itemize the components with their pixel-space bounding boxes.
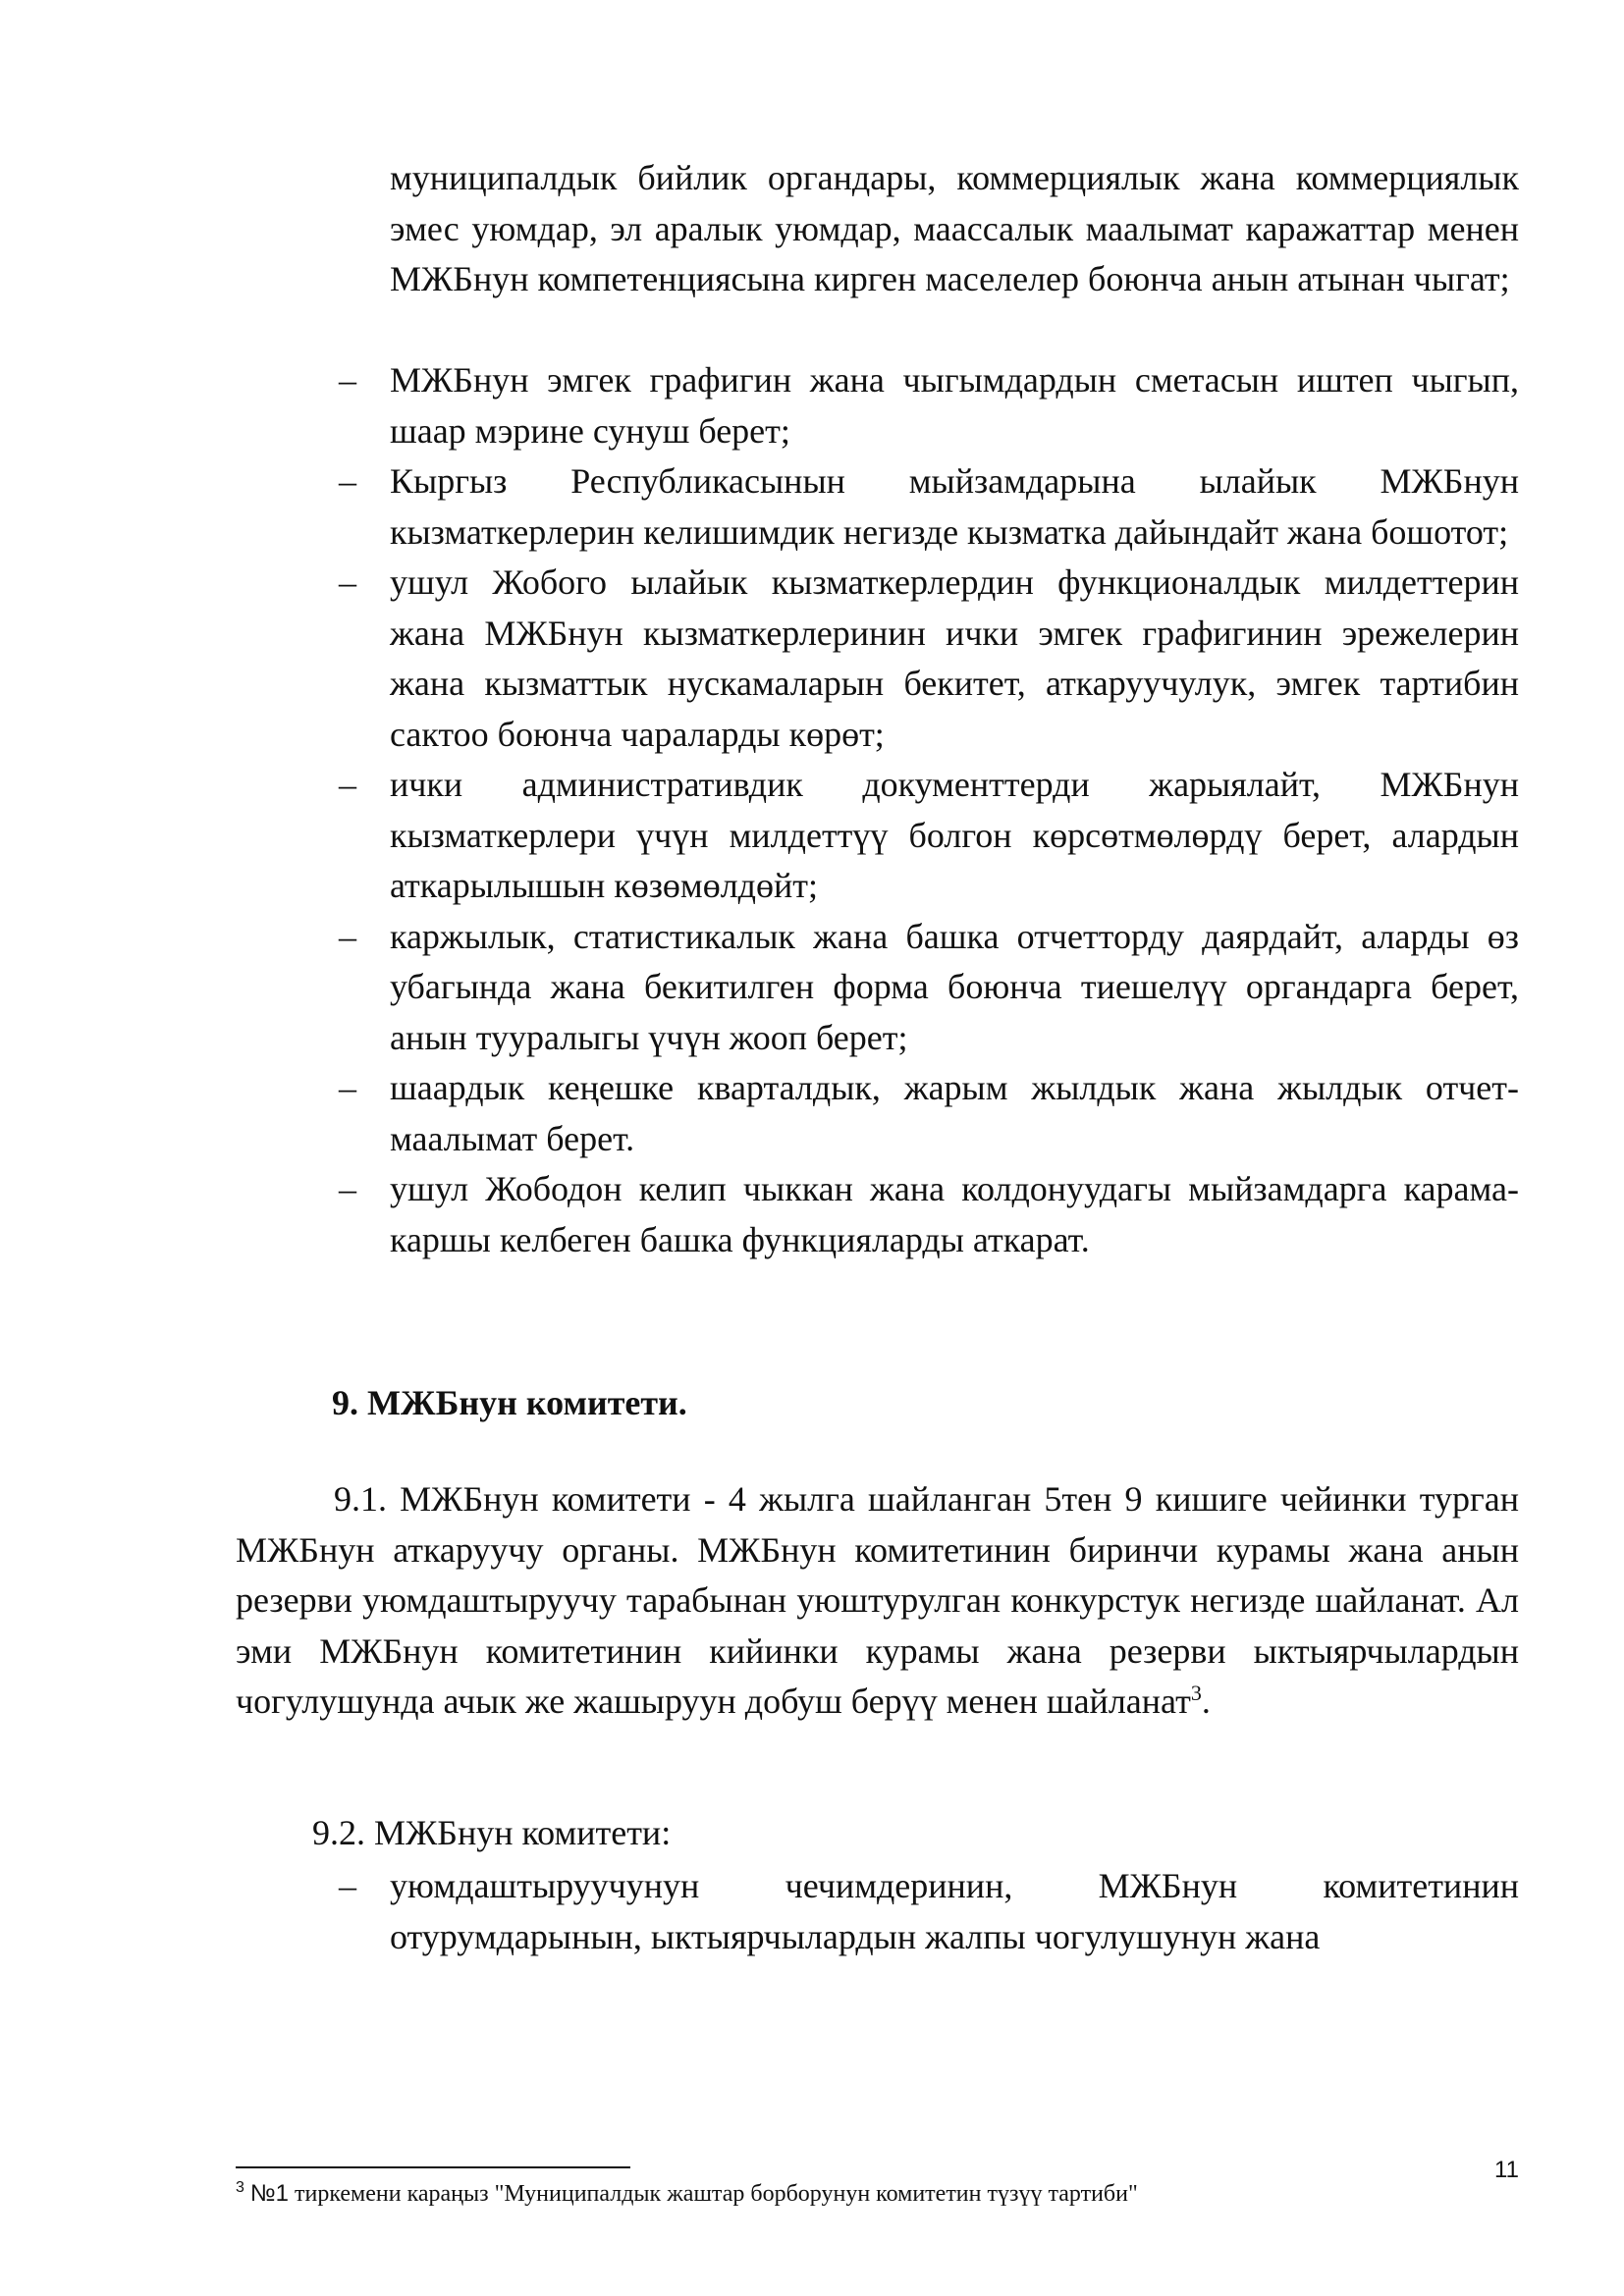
list-dash: – bbox=[339, 1068, 356, 1107]
continuation-text: муниципалдык бийлик органдары, коммерциялык жана коммерциялык эмес уюмдар, эл аралык уюмдар, маассалык маалымат каражаттар менен МЖБнун компетенциясына кирген маселелер боюнча анын атынан чыгат; bbox=[390, 158, 1519, 298]
list-dash: – bbox=[339, 916, 356, 956]
footnote-separator bbox=[236, 2166, 630, 2168]
list-item bbox=[339, 456, 1519, 558]
paragraph-9-1-end: . bbox=[1201, 1682, 1211, 1721]
footnote-number-sign: №1 bbox=[249, 2180, 289, 2207]
paragraph-9-1 bbox=[236, 1474, 1519, 1728]
footnote-reference[interactable]: 3 bbox=[1190, 1681, 1202, 1705]
list-item-text: ички административдик документтерди жарыялайт, МЖБнун кызматкерлери үчүн милдеттүү болгон көрсөтмөлөрдү берет, алардын аткарылышын көзөмөлдөйт; bbox=[390, 765, 1519, 905]
list-item bbox=[339, 912, 1519, 1064]
list-dash: – bbox=[339, 360, 356, 400]
list-dash: – bbox=[339, 562, 356, 602]
list-item-text: Кыргыз Республикасынын мыйзамдарына ылайык МЖБнун кызматкерлерин келишимдик негизде кызматка дайындайт жана бошотот; bbox=[390, 461, 1519, 552]
footnote-mark: 3 bbox=[236, 2179, 244, 2196]
paragraph-9-2: 9.2. МЖБнун комитети: bbox=[312, 1813, 672, 1852]
list-item-text: шаардык кеңешке кварталдык, жарым жылдык жана жылдык отчет-маалымат берет. bbox=[390, 1068, 1519, 1158]
list-item-text: уюмдаштыруучунун чечимдеринин, МЖБнун комитетинин отурумдарынын, ыктыярчылардын жалпы чогулушунун жана bbox=[390, 1866, 1519, 1956]
committee-duties-list bbox=[339, 1861, 1519, 1962]
list-item bbox=[339, 1063, 1519, 1164]
duties-list bbox=[339, 355, 1519, 1265]
list-item bbox=[339, 558, 1519, 760]
list-dash: – bbox=[339, 1866, 356, 1905]
list-item bbox=[339, 1861, 1519, 1962]
footnote bbox=[236, 2179, 1138, 2209]
list-item bbox=[339, 760, 1519, 912]
list-item-text: МЖБнун эмгек графигин жана чыгымдардын сметасын иштеп чыгып, шаар мэрине сунуш берет; bbox=[390, 360, 1519, 451]
list-item-text: ушул Жобого ылайык кызматкерлердин функционалдык милдеттерин жана МЖБнун кызматкерлеринин ички эмгек графигинин эрежелерин жана кызматтык нускамаларын бекитет, аткаруучулук, эмгек тартибин сактоо боюнча чараларды көрөт; bbox=[390, 562, 1519, 754]
paragraph-9-1-text: 9.1. МЖБнун комитети - 4 жылга шайланган 5тен 9 кишиге чейинки турган МЖБнун аткаруучу органы. МЖБнун комитетинин биринчи курамы жана анын резерви уюмдаштыруучу тарабынан уюштурулган конкурстук негизде шайланат. Ал эми МЖБнун комитетинин кийинки курамы жана резерви ыктыярчылардын чогулушунда ачык же жашыруун добуш берүү менен шайланат bbox=[236, 1479, 1519, 1721]
list-dash: – bbox=[339, 765, 356, 804]
list-item bbox=[339, 1164, 1519, 1265]
footnote-text: тиркемени караңыз "Муниципалдык жаштар борборунун комитетин түзүү тартиби" bbox=[289, 2181, 1138, 2207]
section-heading: 9. МЖБнун комитети. bbox=[332, 1383, 687, 1422]
list-item-text: ушул Жободон келип чыккан жана колдонуудагы мыйзамдарга карама-каршы келбеген башка функцияларды аткарат. bbox=[390, 1169, 1519, 1259]
list-item-text: каржылык, статистикалык жана башка отчетторду даярдайт, аларды өз убагында жана бекитилген форма боюнча тиешелүү органдарга берет, анын тууралыгы үчүн жооп берет; bbox=[390, 916, 1519, 1057]
list-dash: – bbox=[339, 461, 356, 501]
list-dash: – bbox=[339, 1169, 356, 1208]
page-number: 11 bbox=[1494, 2157, 1519, 2183]
list-item bbox=[339, 355, 1519, 456]
